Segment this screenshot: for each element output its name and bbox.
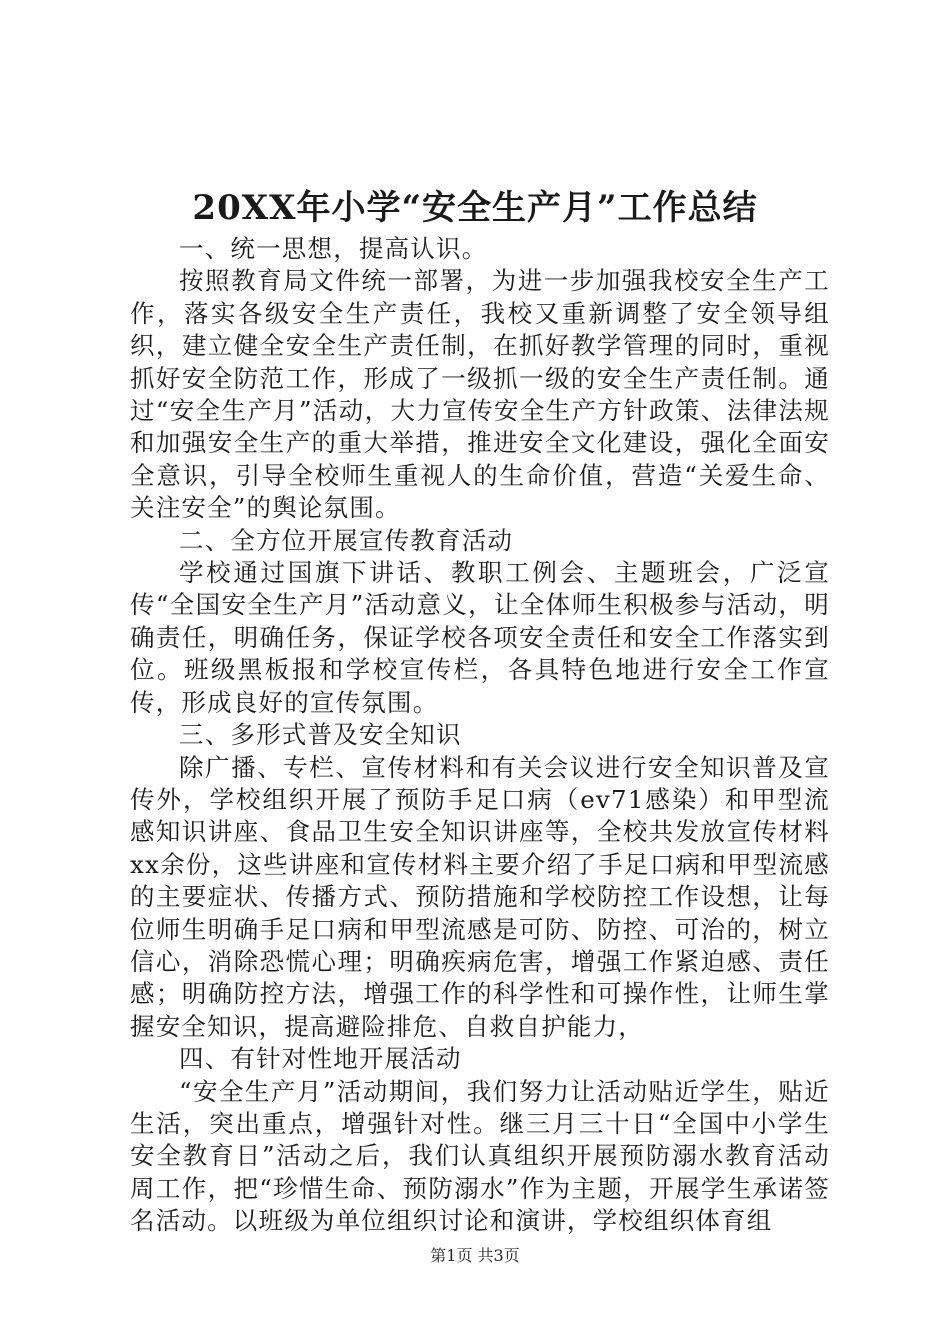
page-footer: 第1页 共3页 <box>430 1246 520 1265</box>
section-heading-1: 一、统一思想，提高认识。 <box>179 234 488 263</box>
document-body <box>130 233 830 1238</box>
section-heading-4: 四、有针对性地开展活动 <box>179 1044 462 1074</box>
section-paragraph-3: 除广播、专栏、宣传材料和有关会议进行安全知识普及宣传外，学校组织开展了预防手足口病（ev71感染）和甲型流感知识讲座、食品卫生安全知识讲座等，全校共发放宣传材料xx余份，这些讲座和宣传材料主要介绍了手足口病和甲型流感的主要症状、传播方式、预防措施和学校防控工作设想，让每位师生明确手足口病和甲型流感是可防、防控、可治的，树立信心，消除恐慌心理；明确疾病危害，增强工作紧迫感、责任感；明确防控方法，增强工作的科学性和可操作性，让师生掌握安全知识，提高避险排危、自救自护能力， <box>130 752 830 1041</box>
section-heading-3: 三、多形式普及安全知识 <box>179 720 462 750</box>
document-title: 20XX年小学“安全生产月”工作总结 <box>192 188 758 228</box>
section-paragraph-4: “安全生产月”活动期间，我们努力让活动贴近学生，贴近生活，突出重点，增强针对性。继三月三十日“全国中小学生安全教育日”活动之后，我们认真组织开展预防溺水教育活动周工作，把“珍惜生命、预防溺水”作为主题，开展学生承诺签名活动。以班级为单位组织讨论和演讲，学校组织体育组 <box>130 1076 830 1236</box>
section-heading-2: 二、全方位开展宣传教育活动 <box>179 525 514 555</box>
section-paragraph-2: 学校通过国旗下讲话、教职工例会、主题班会，广泛宣传“全国安全生产月”活动意义，让全体师生积极参与活动，明确责任，明确任务，保证学校各项安全责任和安全工作落实到位。班级黑板报和学校宣传栏，各具特色地进行安全工作宣传，形成良好的宣传氛围。 <box>130 558 830 717</box>
section-paragraph-1: 按照教育局文件统一部署，为进一步加强我校安全生产工作，落实各级安全生产责任，我校又重新调整了安全领导组织，建立健全安全生产责任制，在抓好教学管理的同时，重视抓好安全防范工作，形成了一级抓一级的安全生产责任制。通过“安全生产月”活动，大力宣传安全生产方针政策、法律法规和加强安全生产的重大举措，推进安全文化建设，强化全面安全意识，引导全校师生重视人的生命价值，营造“关爱生命、关注安全”的舆论氛围。 <box>130 266 830 523</box>
